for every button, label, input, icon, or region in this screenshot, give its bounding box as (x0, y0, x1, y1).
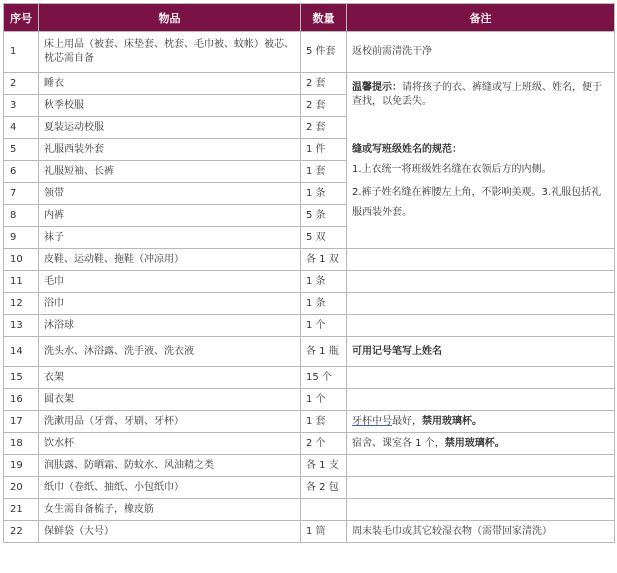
row-qty: 1 个 (301, 315, 347, 337)
table-row (4, 271, 615, 293)
table-row (4, 32, 615, 73)
row-note (347, 389, 615, 411)
row-item: 床上用品（被套、床垫套、枕套、毛巾被、蚊帐）被芯、枕芯需自备 (39, 32, 301, 73)
row-item: 圆衣架 (39, 389, 301, 411)
row-qty: 15 个 (301, 367, 347, 389)
table-row (4, 389, 615, 411)
row-item: 保鲜袋（大号） (39, 521, 301, 543)
row-qty: 2 套 (301, 95, 347, 117)
table-row (4, 315, 615, 337)
header-qty: 数量 (301, 4, 347, 32)
header-row (4, 4, 615, 32)
table-row (4, 367, 615, 389)
table-row (4, 337, 615, 367)
row-no: 12 (4, 293, 39, 315)
note-18-plain: 宿舍、课室各 1 个， (352, 437, 445, 449)
row-no: 13 (4, 315, 39, 337)
header-no: 序号 (4, 4, 39, 32)
row-no: 22 (4, 521, 39, 543)
table-row (4, 455, 615, 477)
row-item: 礼服短袖、长裤 (39, 161, 301, 183)
row-item: 衣架 (39, 367, 301, 389)
tip-paragraph (352, 81, 609, 109)
table-row (4, 477, 615, 499)
row-qty: 各 1 瓶 (301, 337, 347, 367)
table-row (4, 249, 615, 271)
row-note (347, 455, 615, 477)
row-note (347, 315, 615, 337)
rule-1: 1.上衣统一将班级姓名缝在衣领后方的内侧。 (352, 164, 552, 175)
row-item: 沐浴球 (39, 315, 301, 337)
row-no: 5 (4, 139, 39, 161)
note-18-bold: 禁用玻璃杯。 (444, 437, 505, 449)
header-note: 备注 (347, 4, 615, 32)
row-no: 10 (4, 249, 39, 271)
row-item: 饮水杯 (39, 433, 301, 455)
merged-note-cell (347, 73, 615, 249)
row-qty: 1 筒 (301, 521, 347, 543)
row-note (347, 433, 615, 455)
tip-text: 请将孩子的衣、裤缝或写上班级、姓名，便于查找，以免丢失。 (352, 82, 602, 107)
row-no: 11 (4, 271, 39, 293)
row-qty: 2 套 (301, 117, 347, 139)
rule-2: 2.裤子姓名缝在裤腰左上角，不影响美观。3.礼服包括礼服西装外套。 (352, 187, 602, 218)
row-no: 15 (4, 367, 39, 389)
row-item: 润肤露、防晒霜、防蚊水、风油精之类 (39, 455, 301, 477)
row-item: 内裤 (39, 205, 301, 227)
row-item: 皮鞋、运动鞋、拖鞋（冲凉用） (39, 249, 301, 271)
row-item: 女生需自备梳子，橡皮筋 (39, 499, 301, 521)
table-row (4, 521, 615, 543)
row-no: 18 (4, 433, 39, 455)
row-no: 4 (4, 117, 39, 139)
row-note (347, 293, 615, 315)
row-no: 6 (4, 161, 39, 183)
row-no: 8 (4, 205, 39, 227)
row-no: 19 (4, 455, 39, 477)
header-item: 物品 (39, 4, 301, 32)
row-item: 秋季校服 (39, 95, 301, 117)
table-row (4, 73, 615, 95)
row-note: 周末装毛巾或其它较湿衣物（需带回家清洗） (347, 521, 615, 543)
row-no: 3 (4, 95, 39, 117)
row-item: 浴巾 (39, 293, 301, 315)
table-row (4, 293, 615, 315)
note-17-underlined: 牙杯中号 (352, 415, 392, 427)
row-no: 17 (4, 411, 39, 433)
row-qty: 5 条 (301, 205, 347, 227)
tip-label: 温馨提示： (352, 82, 402, 93)
row-qty: 2 套 (301, 73, 347, 95)
row-item: 领带 (39, 183, 301, 205)
row-qty: 1 条 (301, 271, 347, 293)
row-no: 14 (4, 337, 39, 367)
row-item: 睡衣 (39, 73, 301, 95)
row-no: 1 (4, 32, 39, 73)
row-qty: 1 套 (301, 411, 347, 433)
row-qty: 1 个 (301, 389, 347, 411)
row-qty: 1 件 (301, 139, 347, 161)
row-note: 返校前需清洗干净 (347, 32, 615, 73)
row-note (347, 271, 615, 293)
row-item: 纸巾（卷纸、抽纸、小包纸巾） (39, 477, 301, 499)
row-qty: 1 条 (301, 183, 347, 205)
table-row (4, 411, 615, 433)
rule-title: 缝或写班级姓名的规范： (352, 144, 462, 155)
table-row (4, 433, 615, 455)
row-qty: 1 套 (301, 161, 347, 183)
row-qty (301, 499, 347, 521)
row-qty: 5 件套 (301, 32, 347, 73)
note-17-bold: 禁用玻璃杯。 (422, 415, 482, 427)
table-row (4, 499, 615, 521)
row-note: 可用记号笔写上姓名 (347, 337, 615, 367)
row-note (347, 249, 615, 271)
row-item: 洗漱用品（牙膏、牙刷、牙杯） (39, 411, 301, 433)
row-no: 9 (4, 227, 39, 249)
row-item: 礼服西装外套 (39, 139, 301, 161)
row-note (347, 499, 615, 521)
note-17-plain: 最好， (392, 415, 422, 427)
row-note (347, 411, 615, 433)
row-item: 夏装运动校服 (39, 117, 301, 139)
row-qty: 各 1 双 (301, 249, 347, 271)
row-no: 2 (4, 73, 39, 95)
packing-list-table (3, 3, 615, 543)
row-note (347, 367, 615, 389)
row-qty: 各 1 支 (301, 455, 347, 477)
row-qty: 5 双 (301, 227, 347, 249)
row-qty: 各 2 包 (301, 477, 347, 499)
row-no: 7 (4, 183, 39, 205)
row-item: 袜子 (39, 227, 301, 249)
row-no: 20 (4, 477, 39, 499)
row-qty: 2 个 (301, 433, 347, 455)
row-no: 21 (4, 499, 39, 521)
row-item: 毛巾 (39, 271, 301, 293)
row-note (347, 477, 615, 499)
row-no: 16 (4, 389, 39, 411)
row-qty: 1 条 (301, 293, 347, 315)
row-item: 洗头水、沐浴露、洗手液、洗衣液 (39, 337, 301, 367)
